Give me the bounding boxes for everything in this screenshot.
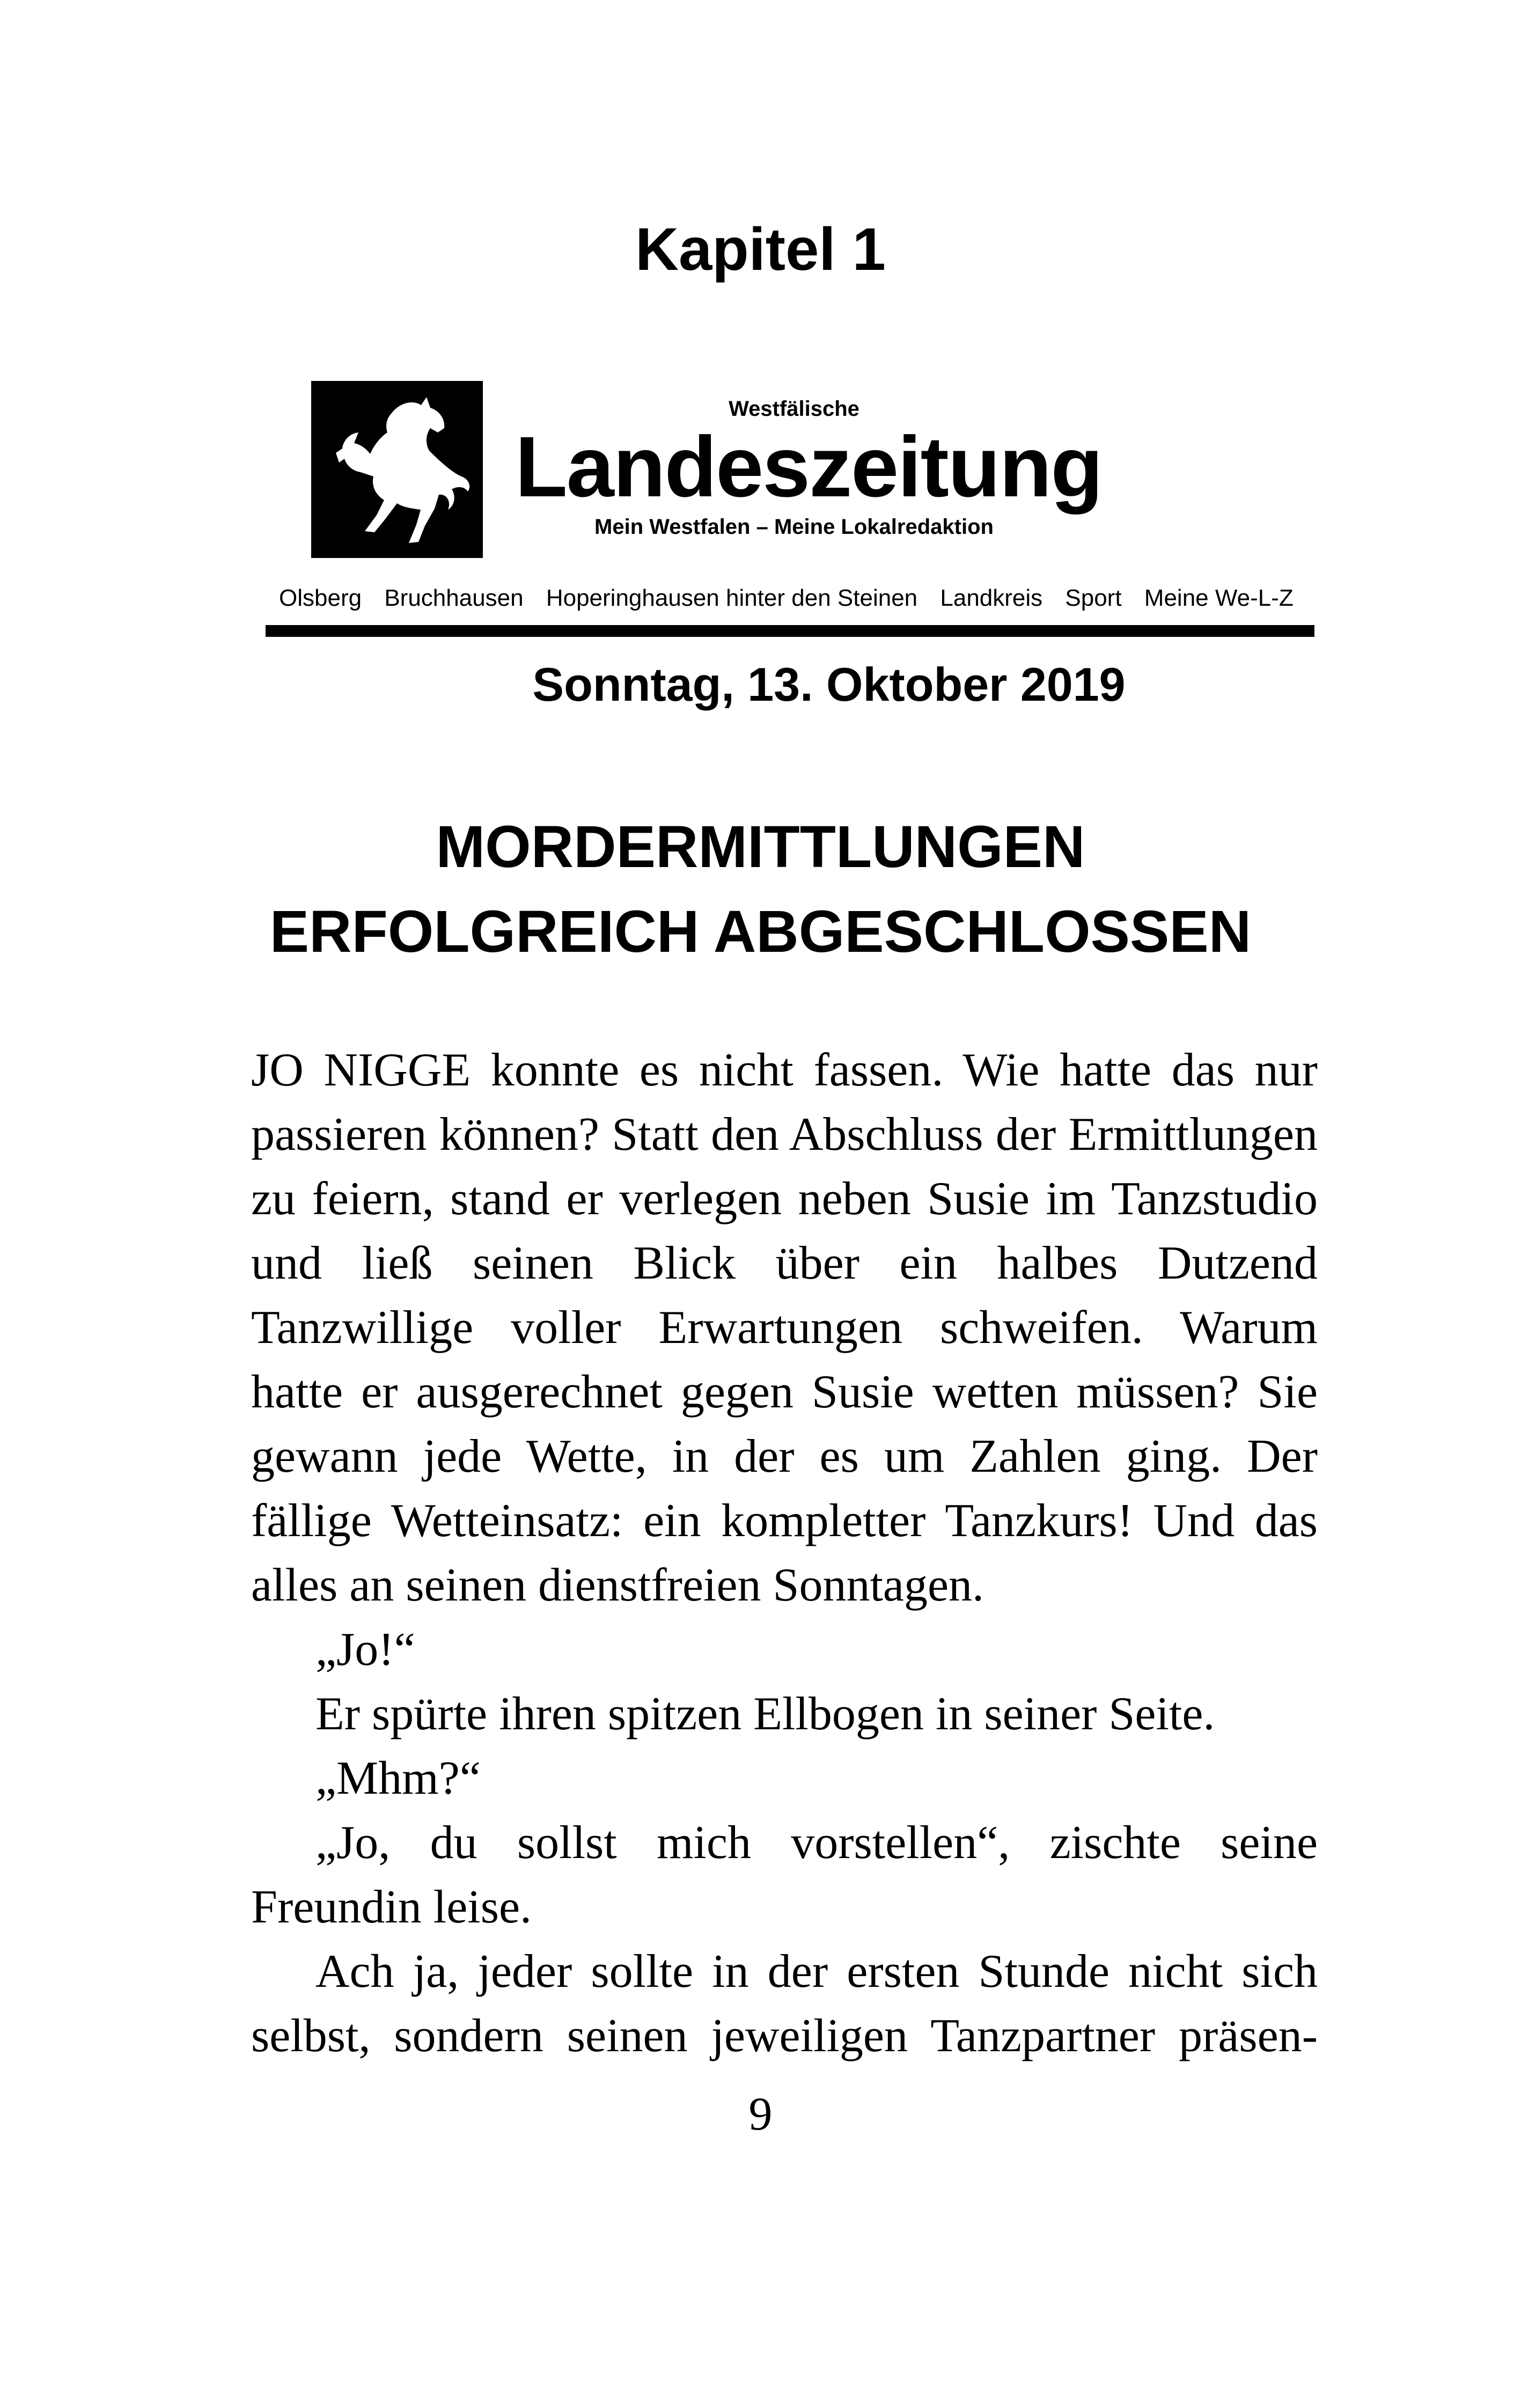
- masthead-kicker: Westfälische: [729, 397, 859, 421]
- rearing-horse-icon: [311, 381, 483, 558]
- issue-date: Sonntag, 13. Oktober 2019: [532, 658, 1126, 711]
- nav-item-bruchhausen: Bruchhausen: [384, 585, 524, 611]
- nav-item-meine-welz: Meine We-L-Z: [1144, 585, 1294, 611]
- newspaper-nav: [279, 585, 1310, 612]
- page-number: 9: [748, 2088, 773, 2140]
- masthead-tagline: Mein Westfalen – Meine Lokalredaktion: [594, 515, 994, 539]
- headline-line-1: MORDERMITTLUNGEN: [436, 814, 1085, 880]
- nav-item-sport: Sport: [1065, 585, 1122, 611]
- body-paragraph: „Jo, du sollst mich vorstellen“, zischte seine Freundin leise.: [251, 1817, 1318, 1933]
- nav-item-olsberg: Olsberg: [279, 585, 362, 611]
- body-paragraph: Ach ja, jeder sollte in der ersten Stunde nicht sich selbst, sondern seinen jeweiligen Tanzpartner präsen-: [251, 1946, 1318, 2062]
- newspaper-logo: [311, 381, 483, 558]
- nav-item-landkreis: Landkreis: [940, 585, 1043, 611]
- body-paragraph: „Mhm?“: [315, 1752, 481, 1804]
- newspaper-name: Landeszeitung: [515, 419, 1103, 515]
- article-body: [251, 1038, 1318, 2068]
- article-headline: [0, 805, 1521, 974]
- masthead-divider: [266, 625, 1314, 637]
- body-paragraph: JO NIGGE konnte es nicht fassen. Wie hatte das nur passieren können? Statt den Abschluss der Ermittlungen zu feiern, stand er verlegen neben Susie im Tanzstudio und ließ seinen Blick über ein halbes Dutzend Tanzwillige voller Erwartungen schweifen. Warum hatte er ausgerechnet gegen Susie wetten müssen? Sie gewann jede Wette, in der es um Zahlen ging. Der fällige Wetteinsatz: ein kompletter Tanzkurs! Und das alles an seinen dienstfreien Sonntagen.: [251, 1044, 1318, 1611]
- body-paragraph: Er spürte ihren spitzen Ellbogen in seiner Seite.: [315, 1688, 1215, 1740]
- chapter-title: Kapitel 1: [635, 216, 886, 283]
- headline-line-2: ERFOLGREICH ABGESCHLOSSEN: [269, 899, 1252, 965]
- body-paragraph: „Jo!“: [315, 1624, 415, 1676]
- nav-item-hoperinghausen: Hoperinghausen hinter den Steinen: [546, 585, 918, 611]
